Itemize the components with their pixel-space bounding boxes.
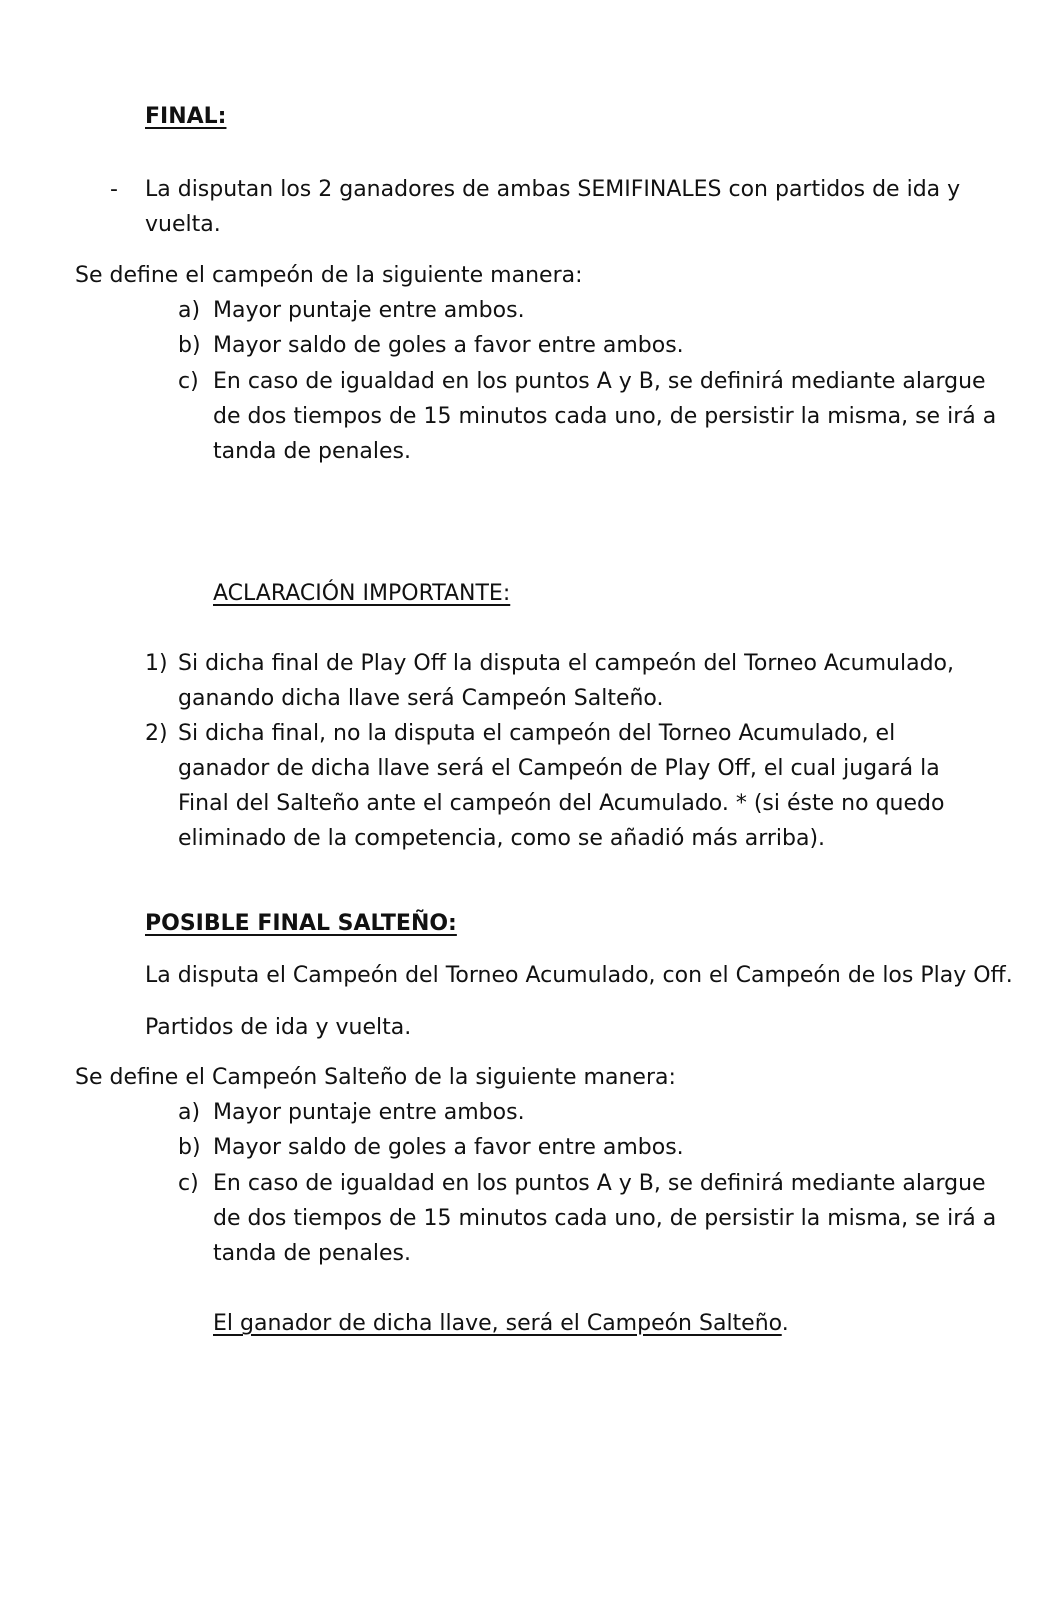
list-item: En caso de igualdad en los puntos A y B, se definirá mediante alargue de dos tiempos de 15 minutos cada uno, de persistir la misma, se irá a tanda de penales.	[213, 1171, 997, 1266]
possible-final-intro: Se define el Campeón Salteño de la siguiente manera:	[75, 1065, 676, 1090]
possible-final-paragraph: La disputa el Campeón del Torneo Acumulado, con el Campeón de los Play Off.	[145, 963, 1013, 988]
list-item: Si dicha final de Play Off la disputa el campeón del Torneo Acumulado, ganando dicha llave será Campeón Salteño.	[178, 651, 955, 711]
clarification-heading: ACLARACIÓN IMPORTANTE:	[213, 581, 511, 606]
closing-text: El ganador de dicha llave, será el Campeón Salteño	[213, 1311, 782, 1336]
final-intro: Se define el campeón de la siguiente manera:	[75, 263, 583, 288]
final-heading: FINAL:	[145, 104, 227, 129]
closing-statement	[213, 1306, 789, 1341]
list-item: Si dicha final, no la disputa el campeón del Torneo Acumulado, el ganador de dicha llave será el Campeón de Play Off, el cual jugará la Final del Salteño ante el campeón del Acumulado. * (si éste no quedo eliminado de la competencia, como se añadió más arriba).	[178, 721, 945, 851]
list-marker: c)	[178, 369, 199, 394]
possible-final-heading: POSIBLE FINAL SALTEÑO:	[145, 911, 457, 936]
list-marker: a)	[178, 298, 201, 323]
list-item: Mayor puntaje entre ambos.	[213, 1100, 525, 1125]
list-item: Mayor saldo de goles a favor entre ambos.	[213, 333, 684, 358]
list-marker: b)	[178, 333, 201, 358]
list-item: En caso de igualdad en los puntos A y B, se definirá mediante alargue de dos tiempos de 15 minutos cada uno, de persistir la misma, se irá a tanda de penales.	[213, 369, 997, 464]
bullet-dash: -	[110, 177, 118, 202]
list-marker: b)	[178, 1135, 201, 1160]
list-item: Mayor puntaje entre ambos.	[213, 298, 525, 323]
list-marker: c)	[178, 1171, 199, 1196]
closing-period: .	[781, 1311, 789, 1336]
list-marker: 1)	[145, 651, 168, 676]
list-marker: 2)	[145, 721, 168, 746]
list-marker: a)	[178, 1100, 201, 1125]
list-item: Mayor saldo de goles a favor entre ambos.	[213, 1135, 684, 1160]
final-bullet-text: La disputan los 2 ganadores de ambas SEMIFINALES con partidos de ida y vuelta.	[145, 177, 961, 237]
possible-final-paragraph: Partidos de ida y vuelta.	[145, 1015, 412, 1040]
